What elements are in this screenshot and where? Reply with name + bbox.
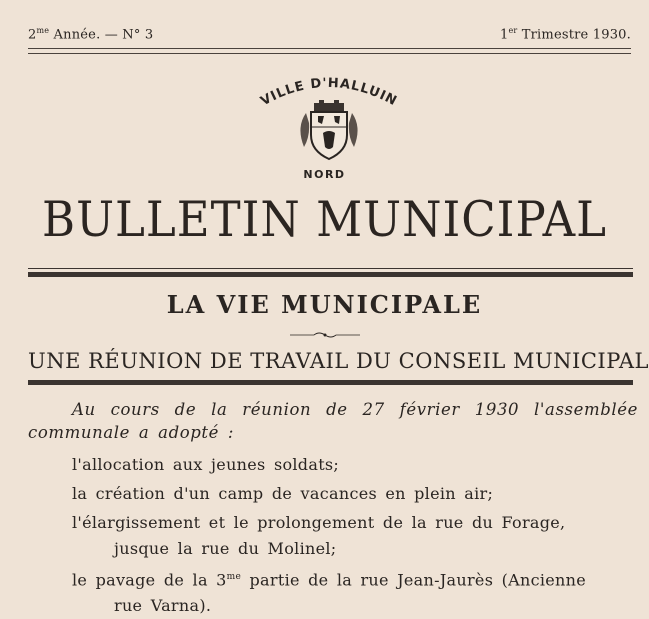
header-rule bbox=[28, 48, 631, 54]
coat-of-arms-icon bbox=[292, 97, 366, 163]
article-intro: Au cours de la réunion de 27 février 1930 l'assemblée communale a adopté : bbox=[28, 400, 638, 442]
bulletin-title: BULLETIN MUNICIPAL bbox=[42, 190, 607, 249]
issue-header bbox=[28, 26, 631, 42]
issue-period: 1er Trimestre 1930. bbox=[499, 26, 631, 43]
list-item: le pavage de la $3^{me}$ partie de la rue Jean-Jaurès (Ancienne rue Varna). bbox=[72, 570, 587, 616]
list-item: l'allocation aux jeunes soldats; bbox=[72, 455, 340, 474]
city-name: VILLE D'HALLUIN bbox=[258, 75, 400, 110]
title-rule bbox=[28, 268, 633, 278]
list-item: l'élargissement et le prolongement de la rue du Forage, jusque la rue du Molinel; bbox=[72, 513, 566, 558]
list-item: la création d'un camp de vacances en plein air; bbox=[72, 484, 494, 503]
region-label: NORD bbox=[303, 168, 346, 181]
divider-ornament-icon bbox=[290, 330, 360, 340]
headline-rule bbox=[28, 380, 633, 385]
issue-number: $2^{me}$ Année. — N° 3 bbox=[28, 26, 154, 43]
section-title: LA VIE MUNICIPALE bbox=[166, 290, 483, 319]
article-headline: UNE RÉUNION DE TRAVAIL DU CONSEIL MUNICIPAL bbox=[28, 349, 649, 373]
